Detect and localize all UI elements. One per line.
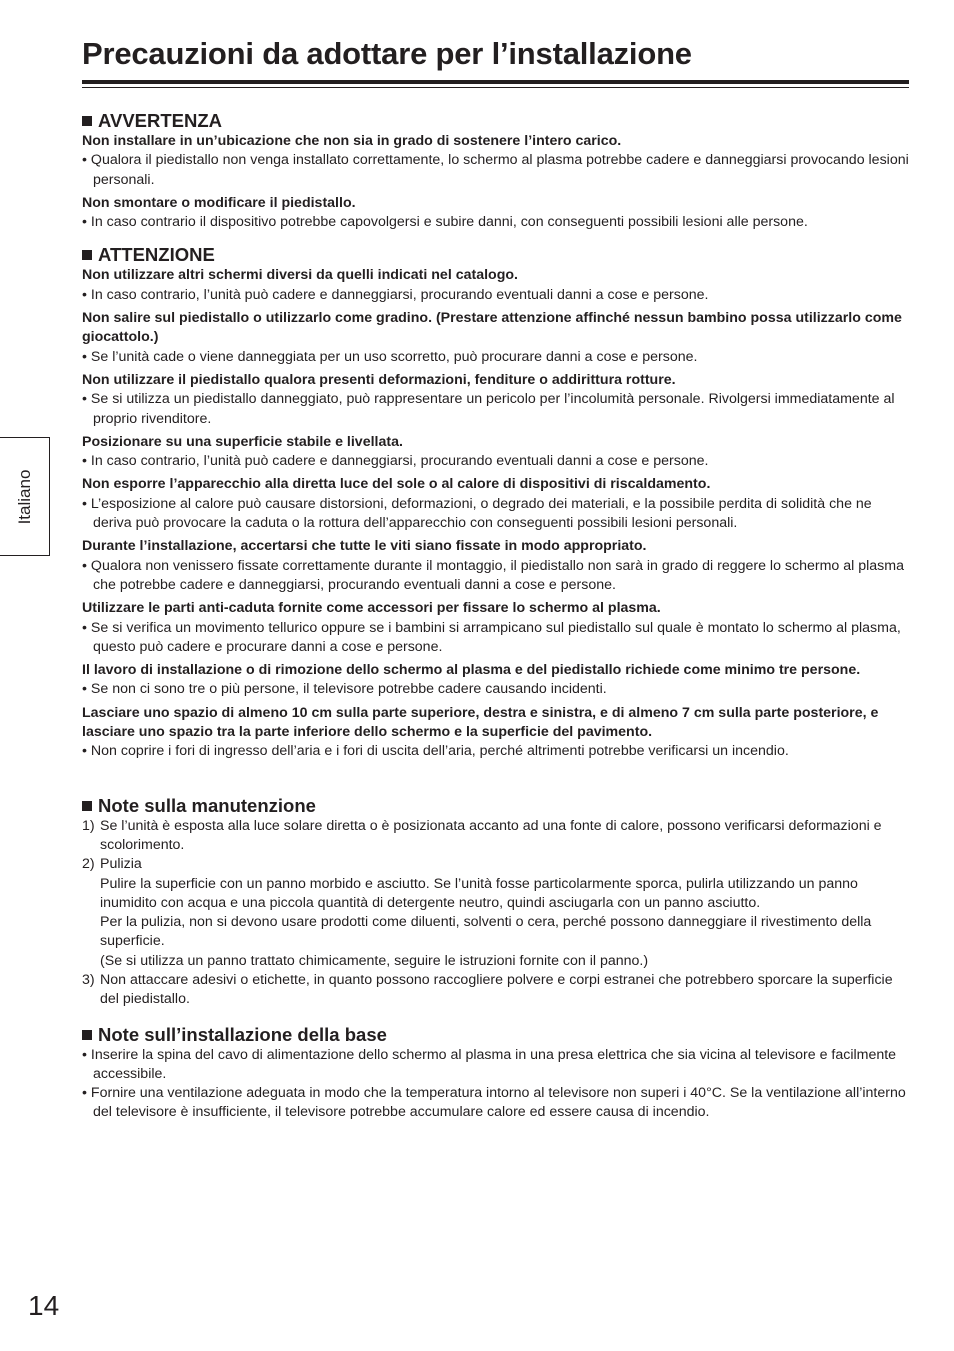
- caution-statement: Non utilizzare il piedistallo qualora presenti deformazioni, fenditure o addirittura rotture.: [82, 371, 676, 388]
- title-rule-thin: [82, 87, 909, 88]
- section-manutenzione: [82, 795, 912, 1010]
- caution-statement: Non salire sul piedistallo o utilizzarlo come gradino. (Prestare attenzione affinché nessun bambino possa utilizzarlo come giocattolo.): [82, 310, 902, 346]
- caution-detail: • Se si verifica un movimento tellurico oppure se i bambini si arrampicano sul piedistallo sul quale è montato lo schermo al plasma, questo può cadere e procurare danni a cose e persone.: [82, 619, 901, 655]
- square-bullet-icon: [82, 801, 92, 811]
- title-rule-thick: [82, 80, 909, 84]
- caution-statement: Il lavoro di installazione o di rimozione dello schermo al plasma e del piedistallo richiede come minimo tre persone.: [82, 662, 861, 679]
- caution-detail: • Se si utilizza un piedistallo danneggiato, può rappresentare un pericolo per l’incolumità personale. Rivolgersi immediatamente al proprio rivenditore.: [82, 391, 895, 427]
- caution-statement: Non esporre l’apparecchio alla diretta luce del sole o al calore di dispositivi di riscaldamento.: [82, 476, 711, 493]
- caution-detail: • Qualora non venissero fissate correttamente durante il montaggio, il piedistallo non sarà in grado di reggere lo schermo al plasma che potrebbe cadere e danneggiarsi, procurando eventuali danni a cose e persone.: [82, 557, 904, 593]
- caution-detail: • L’esposizione al calore può causare distorsioni, deformazioni, o degrado dei materiali, e la possibile perdita di solidità che ne deriva può provocare la caduta o la rottura dell’apparecchio con conseguenti possibili lesioni personali.: [82, 495, 872, 532]
- numbered-item: 2) Pulizia: [82, 856, 142, 873]
- caution-detail: • Se l’unità cade o viene danneggiata per un uso scorretto, può procurare danni a cose e persone.: [82, 348, 698, 365]
- section-heading: Note sulla manutenzione: [82, 795, 912, 817]
- section-heading: AVVERTENZA: [82, 110, 912, 132]
- language-tab-label: Italiano: [14, 469, 34, 524]
- caution-statement: Durante l’installazione, accertarsi che tutte le viti siano fissate in modo appropriato.: [82, 538, 647, 555]
- base-note: • Inserire la spina del cavo di alimentazione dello schermo al plasma in una presa elettrica che sia vicina al televisore e facilmente accessibile.: [82, 1046, 897, 1082]
- warning-statement: Non installare in un’ubicazione che non sia in grado di sostenere l’intero carico.: [82, 133, 622, 149]
- caution-statement: Non utilizzare altri schermi diversi da quelli indicati nel catalogo.: [82, 267, 518, 284]
- square-bullet-icon: [82, 1030, 92, 1040]
- numbered-item: 3) Non attaccare adesivi o etichette, in quanto possono raccogliere polvere e corpi estranei che potrebbero sporcare la superficie del piedistallo.: [82, 971, 893, 1008]
- page-content: [82, 110, 912, 1123]
- cleaning-paragraph: Per la pulizia, non si devono usare prodotti come diluenti, solventi o cera, perché possono danneggiare il rivestimento della superficie.: [100, 914, 872, 950]
- caution-statement: Lasciare uno spazio di almeno 10 cm sulla parte superiore, destra e sinistra, e di almeno 7 cm sulla parte posteriore, e lasciare uno spazio tra la parte inferiore dello schermo e la superficie del pavimento.: [82, 704, 879, 741]
- warning-detail: • In caso contrario il dispositivo potrebbe capovolgersi e subire danni, con conseguenti possibili lesioni alle persone.: [82, 214, 808, 231]
- cleaning-paragraph: (Se si utilizza un panno trattato chimicamente, seguire le istruzioni fornite con il panno.): [100, 952, 649, 969]
- warning-statement: Non smontare o modificare il piedistallo.: [82, 194, 356, 211]
- page-title: Precauzioni da adottare per l’installazione: [82, 36, 692, 71]
- base-note: • Fornire una ventilazione adeguata in modo che la temperatura intorno al televisore non superi i 40°C. Se la ventilazione all’interno del televisore è insufficiente, il televisore potrebbe accumulare calore ed essere causa di incendio.: [82, 1085, 906, 1121]
- caution-detail: • In caso contrario, l’unità può cadere e danneggiarsi, procurando eventuali danni a cose e persone.: [82, 453, 709, 470]
- section-base: [82, 1024, 912, 1123]
- section-heading: Note sull’installazione della base: [82, 1024, 912, 1046]
- page-number: 14: [28, 1290, 60, 1321]
- section-avvertenza: [82, 110, 912, 232]
- caution-detail: • In caso contrario, l’unità può cadere e danneggiarsi, procurando eventuali danni a cose e persone.: [82, 286, 709, 303]
- cleaning-paragraph: Pulire la superficie con un panno morbido e asciutto. Se l’unità fosse particolarmente sporca, pulirla utilizzando un panno inumidito con acqua e una piccola quantità di detergente neutro, quindi asciugarla con un panno asciutto.: [100, 875, 858, 911]
- caution-statement: Posizionare su una superficie stabile e livellata.: [82, 433, 403, 450]
- caution-detail: • Se non ci sono tre o più persone, il televisore potrebbe cadere causando incidenti.: [82, 681, 607, 698]
- section-heading: ATTENZIONE: [82, 244, 912, 266]
- language-side-tab: [0, 437, 50, 556]
- square-bullet-icon: [82, 250, 92, 260]
- warning-detail: • Qualora il piedistallo non venga installato correttamente, lo schermo al plasma potrebbe cadere e danneggiarsi provocando lesioni personali.: [82, 152, 909, 188]
- numbered-item: 1) Se l’unità è esposta alla luce solare diretta o è posizionata accanto ad una fonte di calore, possono verificarsi deformazioni e scolorimento.: [82, 817, 882, 853]
- caution-detail: • Non coprire i fori di ingresso dell’aria e i fori di uscita dell’aria, perché altrimenti potrebbe verificarsi un incendio.: [82, 743, 789, 760]
- square-bullet-icon: [82, 116, 92, 126]
- caution-statement: Utilizzare le parti anti-caduta fornite come accessori per fissare lo schermo al plasma.: [82, 600, 661, 617]
- section-attenzione: [82, 244, 912, 761]
